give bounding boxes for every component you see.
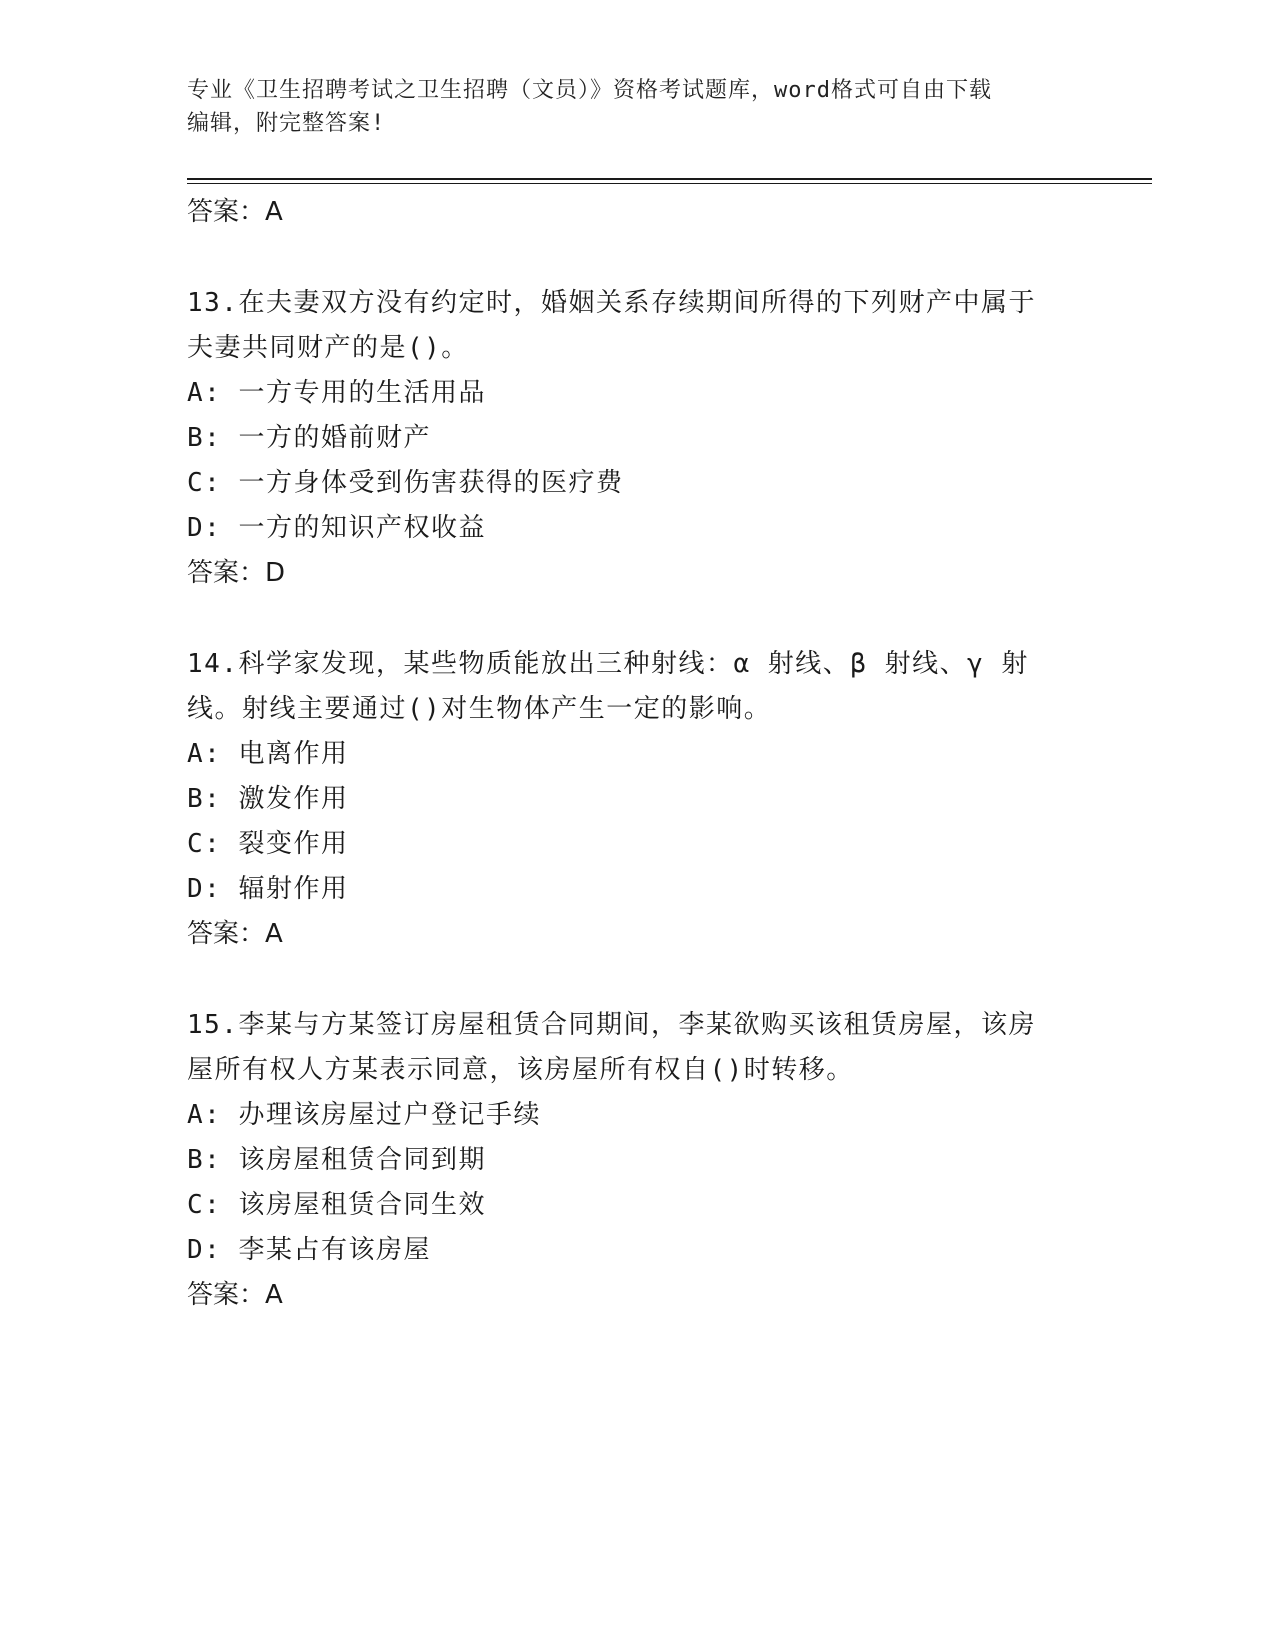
option-b: B: 一方的婚前财产 <box>187 423 431 453</box>
question-text <box>187 1003 1087 1093</box>
option-d: D: 李某占有该房屋 <box>187 1235 431 1265</box>
option-a: A: 办理该房屋过户登记手续 <box>187 1100 541 1130</box>
option-a: A: 一方专用的生活用品 <box>187 378 486 408</box>
header-rule-thick <box>187 178 1152 180</box>
option-d: D: 一方的知识产权收益 <box>187 513 486 543</box>
option-c: C: 裂变作用 <box>187 829 349 859</box>
option-c: C: 该房屋租赁合同生效 <box>187 1190 486 1220</box>
option-d: D: 辐射作用 <box>187 874 349 904</box>
option-b: B: 激发作用 <box>187 784 349 814</box>
answer-line: 答案：D <box>187 558 286 588</box>
answer-line: 答案：A <box>187 197 283 227</box>
question-line-1: 13.在夫妻双方没有约定时，婚姻关系存续期间所得的下列财产中属于 <box>187 288 1036 318</box>
question-text <box>187 281 1087 371</box>
question-block-15 <box>187 1003 1087 1318</box>
option-b: B: 该房屋租赁合同到期 <box>187 1145 486 1175</box>
question-text <box>187 642 1087 732</box>
question-line-2: 线。射线主要通过()对生物体产生一定的影响。 <box>187 694 772 724</box>
answer-line: 答案：A <box>187 919 283 949</box>
question-line-2: 夫妻共同财产的是()。 <box>187 333 469 363</box>
question-line-1: 15.李某与方某签订房屋租赁合同期间，李某欲购买该租赁房屋，该房 <box>187 1010 1036 1040</box>
header-line-2: 编辑，附完整答案! <box>187 111 386 136</box>
option-a: A: 电离作用 <box>187 739 349 769</box>
option-c: C: 一方身体受到伤害获得的医疗费 <box>187 468 624 498</box>
document-header <box>187 74 1067 140</box>
answer-line: 答案：A <box>187 1280 283 1310</box>
header-line-1: 专业《卫生招聘考试之卫生招聘（文员）》资格考试题库，word格式可自由下载 <box>187 78 992 103</box>
document-body <box>187 190 1087 1318</box>
question-block-14 <box>187 642 1087 957</box>
question-block-13 <box>187 281 1087 596</box>
question-line-1: 14.科学家发现，某些物质能放出三种射线：α 射线、β 射线、γ 射 <box>187 649 1029 679</box>
question-line-2: 屋所有权人方某表示同意，该房屋所有权自()时转移。 <box>187 1055 854 1085</box>
header-rule-thin <box>187 183 1152 184</box>
